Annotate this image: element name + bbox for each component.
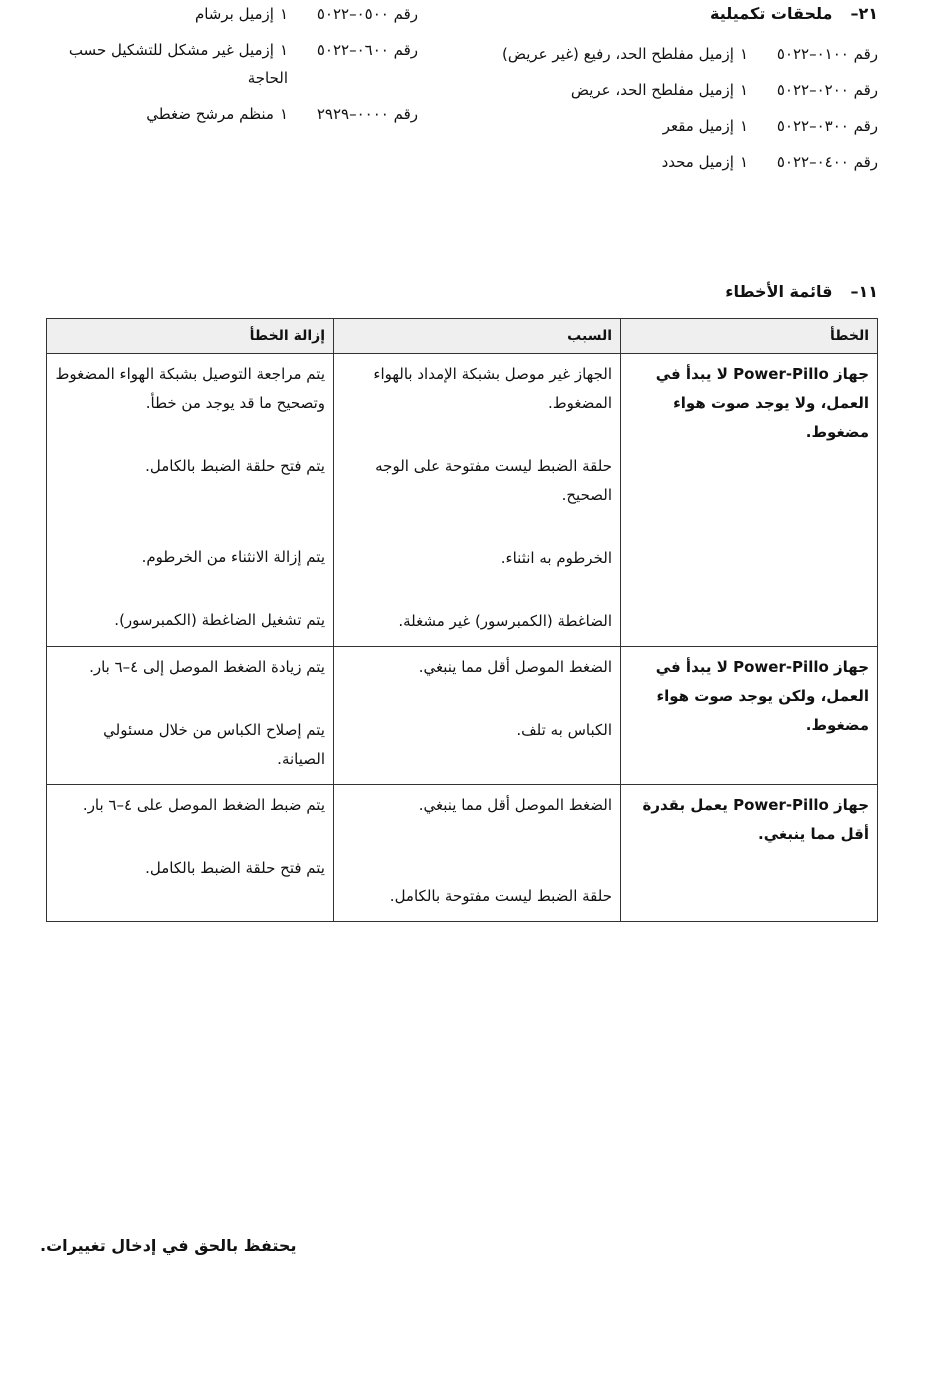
remedy-text: يتم مراجعة التوصيل بشبكة الهواء المضغوط وتصحيح ما قد يوجد من خطأ. xyxy=(55,365,325,412)
faults-section-number: ١١– xyxy=(850,282,878,301)
accessory-qty: ١ xyxy=(739,45,748,63)
cause-text: حلقة الضبط ليست مفتوحة بالكامل. xyxy=(389,887,612,905)
remedy-text: يتم إزالة الانثناء من الخرطوم. xyxy=(141,548,325,566)
table-row xyxy=(47,647,878,785)
accessory-code: رقم ٠١٠٠–٥٠٢٢ xyxy=(776,45,878,63)
cause-text: حلقة الضبط ليست مفتوحة على الوجه الصحيح. xyxy=(375,457,612,504)
accessory-qty: ١ xyxy=(739,117,748,135)
accessory-desc: إزميل مقعر xyxy=(662,117,734,135)
accessory-qty: ١ xyxy=(279,5,288,23)
table-row xyxy=(47,354,878,647)
header-remedy: إزالة الخطأ xyxy=(47,319,334,354)
accessory-desc: إزميل مفلطح الحد، رفيع (غير عريض) xyxy=(502,45,734,63)
footer-note: يحتفظ بالحق في إدخال تغييرات. xyxy=(40,1236,297,1255)
cause-text: الكباس به تلف. xyxy=(516,721,612,739)
accessory-qty: ١ xyxy=(739,153,748,171)
cause-text: الضغط الموصل أقل مما ينبغي. xyxy=(418,658,612,676)
remedy-cell xyxy=(47,647,334,785)
cause-cell xyxy=(334,647,621,785)
accessory-qty: ١ xyxy=(279,105,288,123)
accessory-item xyxy=(498,148,878,176)
cause-text: الخرطوم به انثناء. xyxy=(500,549,612,567)
accessories-left-column xyxy=(48,0,418,128)
accessory-code: رقم ٠٥٠٠–٥٠٢٢ xyxy=(316,5,418,23)
remedy-text: يتم زيادة الضغط الموصل إلى ٤–٦ بار. xyxy=(89,658,325,676)
accessory-item xyxy=(48,100,418,128)
accessory-code: رقم ٠٦٠٠–٥٠٢٢ xyxy=(316,41,418,59)
cause-cell xyxy=(334,354,621,647)
cause-cell xyxy=(334,785,621,922)
remedy-cell xyxy=(47,354,334,647)
fault-cell: جهاز Power-Pillo يعمل بقدرة أقل مما ينبغي. xyxy=(621,785,878,922)
remedy-text: يتم فتح حلقة الضبط بالكامل. xyxy=(145,859,325,877)
header-cause: السبب xyxy=(334,319,621,354)
accessory-item xyxy=(498,76,878,104)
cause-text: الضغط الموصل أقل مما ينبغي. xyxy=(418,796,612,814)
remedy-cell xyxy=(47,785,334,922)
accessory-qty: ١ xyxy=(279,41,288,59)
remedy-text: يتم ضبط الضغط الموصل على ٤–٦ بار. xyxy=(82,796,325,814)
accessory-code: رقم ٠٤٠٠–٥٠٢٢ xyxy=(776,153,878,171)
accessory-desc: منظم مرشح ضغطي xyxy=(146,105,274,123)
table-row xyxy=(47,785,878,922)
accessory-item xyxy=(498,112,878,140)
cause-text: الضاغطة (الكمبرسور) غير مشغلة. xyxy=(398,612,612,630)
remedy-text: يتم فتح حلقة الضبط بالكامل. xyxy=(145,457,325,475)
accessory-desc: إزميل محدد xyxy=(661,153,734,171)
accessory-item xyxy=(498,40,878,68)
accessory-item xyxy=(48,0,418,28)
accessory-code: رقم ٠٣٠٠–٥٠٢٢ xyxy=(776,117,878,135)
accessories-title: ملحقات تكميلية xyxy=(709,4,833,23)
accessory-desc: إزميل غير مشكل للتشكيل حسب الحاجة xyxy=(68,41,288,87)
accessory-desc: إزميل مفلطح الحد، عريض xyxy=(570,81,734,99)
cause-text: الجهاز غير موصل بشبكة الإمداد بالهواء المضغوط. xyxy=(373,365,612,412)
remedy-text: يتم إصلاح الكباس من خلال مسئولي الصيانة. xyxy=(103,721,325,768)
accessory-qty: ١ xyxy=(739,81,748,99)
fault-cell: جهاز Power-Pillo لا يبدأ في العمل، ولا يوجد صوت هواء مضغوط. xyxy=(621,354,878,647)
table-header-row xyxy=(47,319,878,354)
accessories-section-number: ٢١– xyxy=(850,4,878,23)
accessory-code: رقم ٠٠٠٠–٢٩٢٩ xyxy=(316,105,418,123)
accessory-code: رقم ٠٢٠٠–٥٠٢٢ xyxy=(776,81,878,99)
faults-heading xyxy=(725,278,878,306)
fault-cell: جهاز Power-Pillo لا يبدأ في العمل، ولكن يوجد صوت هواء مضغوط. xyxy=(621,647,878,785)
accessory-desc: إزميل برشام xyxy=(194,5,274,23)
accessory-item xyxy=(48,36,418,92)
faults-table xyxy=(46,318,878,922)
accessories-heading xyxy=(498,0,878,28)
remedy-text: يتم تشغيل الضاغطة (الكمبرسور). xyxy=(114,611,325,629)
accessories-right-column xyxy=(498,0,878,176)
header-fault: الخطأ xyxy=(621,319,878,354)
faults-title: قائمة الأخطاء xyxy=(725,282,833,301)
